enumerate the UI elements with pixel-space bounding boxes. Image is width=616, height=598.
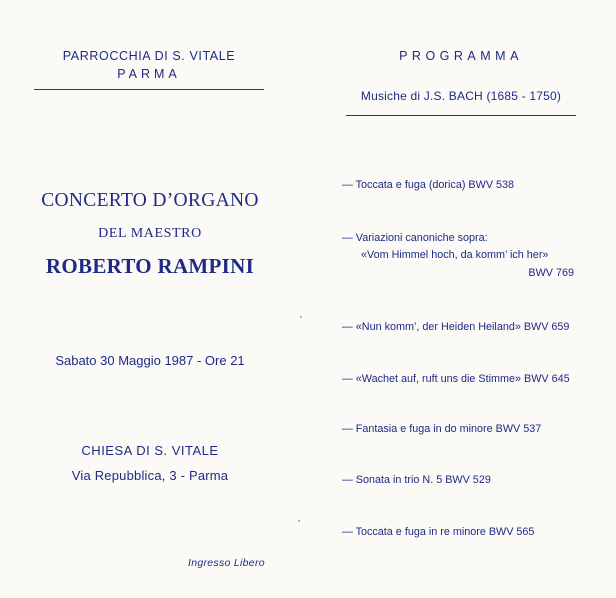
programme-heading: PROGRAMMA: [399, 49, 523, 63]
programme-item: — Sonata in trio N. 5 BWV 529: [342, 474, 491, 486]
parish-city: PARMA: [117, 67, 181, 81]
right-header-rule: [346, 115, 576, 116]
programme-item: — «Wachet auf, ruft uns die Stimme» BWV 645: [342, 373, 570, 385]
concert-title: CONCERTO D’ORGANO: [41, 190, 259, 211]
programme-item-continuation: «Vom Himmel hoch, da komm’ ich her»: [361, 249, 549, 261]
parish-name: PARROCCHIA DI S. VITALE: [62, 49, 236, 63]
church-address: Via Repubblica, 3 - Parma: [71, 468, 229, 483]
programme-item-catalogue: BWV 769: [528, 267, 574, 279]
admission-note: Ingresso Libero: [188, 557, 265, 569]
programme-item: — «Nun komm’, der Heiden Heiland» BWV 659: [342, 321, 570, 333]
programme-item: — Variazioni canoniche sopra:: [342, 232, 488, 244]
concert-date-time: Sabato 30 Maggio 1987 - Ore 21: [55, 353, 245, 368]
scan-speck: [300, 316, 302, 318]
programme-item: — Toccata e fuga in re minore BWV 565: [342, 526, 535, 538]
maestro-label: DEL MAESTRO: [98, 226, 202, 241]
scan-speck: [298, 520, 300, 522]
left-header-rule: [34, 89, 264, 90]
church-name: CHIESA DI S. VITALE: [81, 443, 219, 458]
programme-item: — Toccata e fuga (dorica) BWV 538: [342, 179, 515, 191]
programme-item: — Fantasia e fuga in do minore BWV 537: [342, 423, 542, 435]
composer-line: Musiche di J.S. BACH (1685 - 1750): [360, 89, 562, 103]
performer-name: ROBERTO RAMPINI: [45, 254, 255, 278]
